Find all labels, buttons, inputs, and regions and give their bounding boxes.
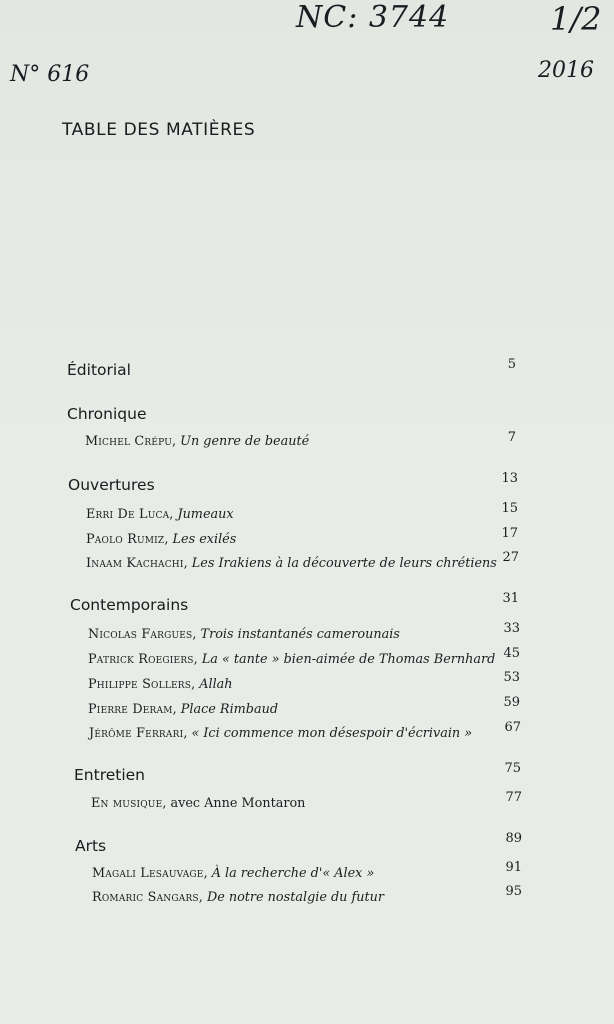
entry-author: Patrick Roegiers bbox=[88, 652, 194, 667]
entry-page: 27 bbox=[502, 550, 519, 565]
toc-entry: Jérôme Ferrari, « Ici commence mon désespoir d'écrivain » bbox=[89, 726, 473, 741]
handwritten-issue-number: N° 616 bbox=[10, 62, 90, 87]
entry-work: avec Anne Montaron bbox=[170, 796, 306, 811]
entry-page: 77 bbox=[505, 790, 522, 805]
toc-entry: Paolo Rumiz, Les exilés bbox=[86, 532, 237, 547]
entry-author: Romaric Sangars bbox=[92, 890, 199, 905]
entry-page: 45 bbox=[503, 646, 520, 661]
section-contemporains-page: 31 bbox=[502, 591, 519, 606]
entry-work: Place Rimbaud bbox=[180, 702, 279, 717]
entry-work: De notre nostalgie du futur bbox=[206, 890, 384, 905]
toc-entry: Inaam Kachachi, Les Irakiens à la découverte de leurs chrétiens bbox=[86, 556, 497, 571]
section-ouvertures-title: Ouvertures bbox=[68, 476, 155, 494]
entry-work: Jumeaux bbox=[177, 507, 234, 522]
entry-work: Les Irakiens à la découverte de leurs chrétiens bbox=[191, 556, 497, 571]
handwritten-year: 2016 bbox=[538, 58, 594, 83]
entry-work: La « tante » bien-aimée de Thomas Bernhard bbox=[201, 652, 496, 667]
section-entretien-page: 75 bbox=[504, 761, 521, 776]
entry-page: 53 bbox=[503, 670, 520, 685]
entry-author: En musique bbox=[91, 796, 163, 811]
toc-entry: En musique, avec Anne Montaron bbox=[91, 796, 306, 811]
entry-page: 59 bbox=[503, 695, 520, 710]
toc-entry: Philippe Sollers, Allah bbox=[88, 677, 233, 692]
section-editorial-page: 5 bbox=[507, 357, 516, 372]
entry-work: « Ici commence mon désespoir d'écrivain » bbox=[191, 726, 473, 741]
handwritten-fraction: 1/2 bbox=[550, 0, 602, 38]
entry-author: Michel Crépu bbox=[85, 434, 173, 449]
entry-author: Jérôme Ferrari bbox=[89, 726, 184, 741]
toc-entry: Michel Crépu, Un genre de beauté bbox=[85, 434, 310, 449]
entry-author: Nicolas Fargues bbox=[88, 627, 193, 642]
entry-work: À la recherche d'« Alex » bbox=[211, 866, 375, 881]
handwritten-call-number: NC: 3744 bbox=[296, 0, 450, 35]
toc-entry: Pierre Deram, Place Rimbaud bbox=[88, 702, 279, 717]
section-editorial-title: Éditorial bbox=[67, 361, 131, 379]
entry-author: Magali Lesauvage bbox=[92, 866, 204, 881]
section-arts-title: Arts bbox=[75, 837, 107, 855]
entry-page: 17 bbox=[501, 526, 518, 541]
entry-page: 91 bbox=[505, 860, 522, 875]
entry-page: 67 bbox=[504, 720, 521, 735]
section-chronique-title: Chronique bbox=[67, 405, 147, 423]
toc-entry: Magali Lesauvage, À la recherche d'« Alex » bbox=[92, 866, 375, 881]
entry-work: Un genre de beauté bbox=[180, 434, 310, 449]
toc-entry: Patrick Roegiers, La « tante » bien-aimée de Thomas Bernhard bbox=[88, 652, 496, 667]
entry-page: 7 bbox=[507, 430, 516, 445]
entry-work: Trois instantanés camerounais bbox=[200, 627, 400, 642]
section-entretien-title: Entretien bbox=[74, 766, 146, 784]
entry-page: 15 bbox=[501, 501, 518, 516]
toc-entry: Romaric Sangars, De notre nostalgie du futur bbox=[92, 890, 384, 905]
entry-author: Paolo Rumiz bbox=[86, 532, 165, 547]
entry-work: Allah bbox=[199, 677, 233, 692]
toc-entry: Erri De Luca, Jumeaux bbox=[86, 507, 234, 522]
entry-author: Pierre Deram bbox=[88, 702, 173, 717]
entry-author: Inaam Kachachi bbox=[86, 556, 184, 571]
section-arts-page: 89 bbox=[505, 831, 522, 846]
entry-author: Philippe Sollers bbox=[88, 677, 192, 692]
entry-author: Erri De Luca bbox=[86, 507, 170, 522]
entry-page: 95 bbox=[505, 884, 522, 899]
entry-work: Les exilés bbox=[172, 532, 237, 547]
section-ouvertures-page: 13 bbox=[501, 471, 518, 486]
toc-title: TABLE DES MATIÈRES bbox=[62, 120, 256, 140]
section-contemporains-title: Contemporains bbox=[70, 596, 189, 614]
entry-page: 33 bbox=[503, 621, 520, 636]
toc-entry: Nicolas Fargues, Trois instantanés camerounais bbox=[88, 627, 400, 642]
